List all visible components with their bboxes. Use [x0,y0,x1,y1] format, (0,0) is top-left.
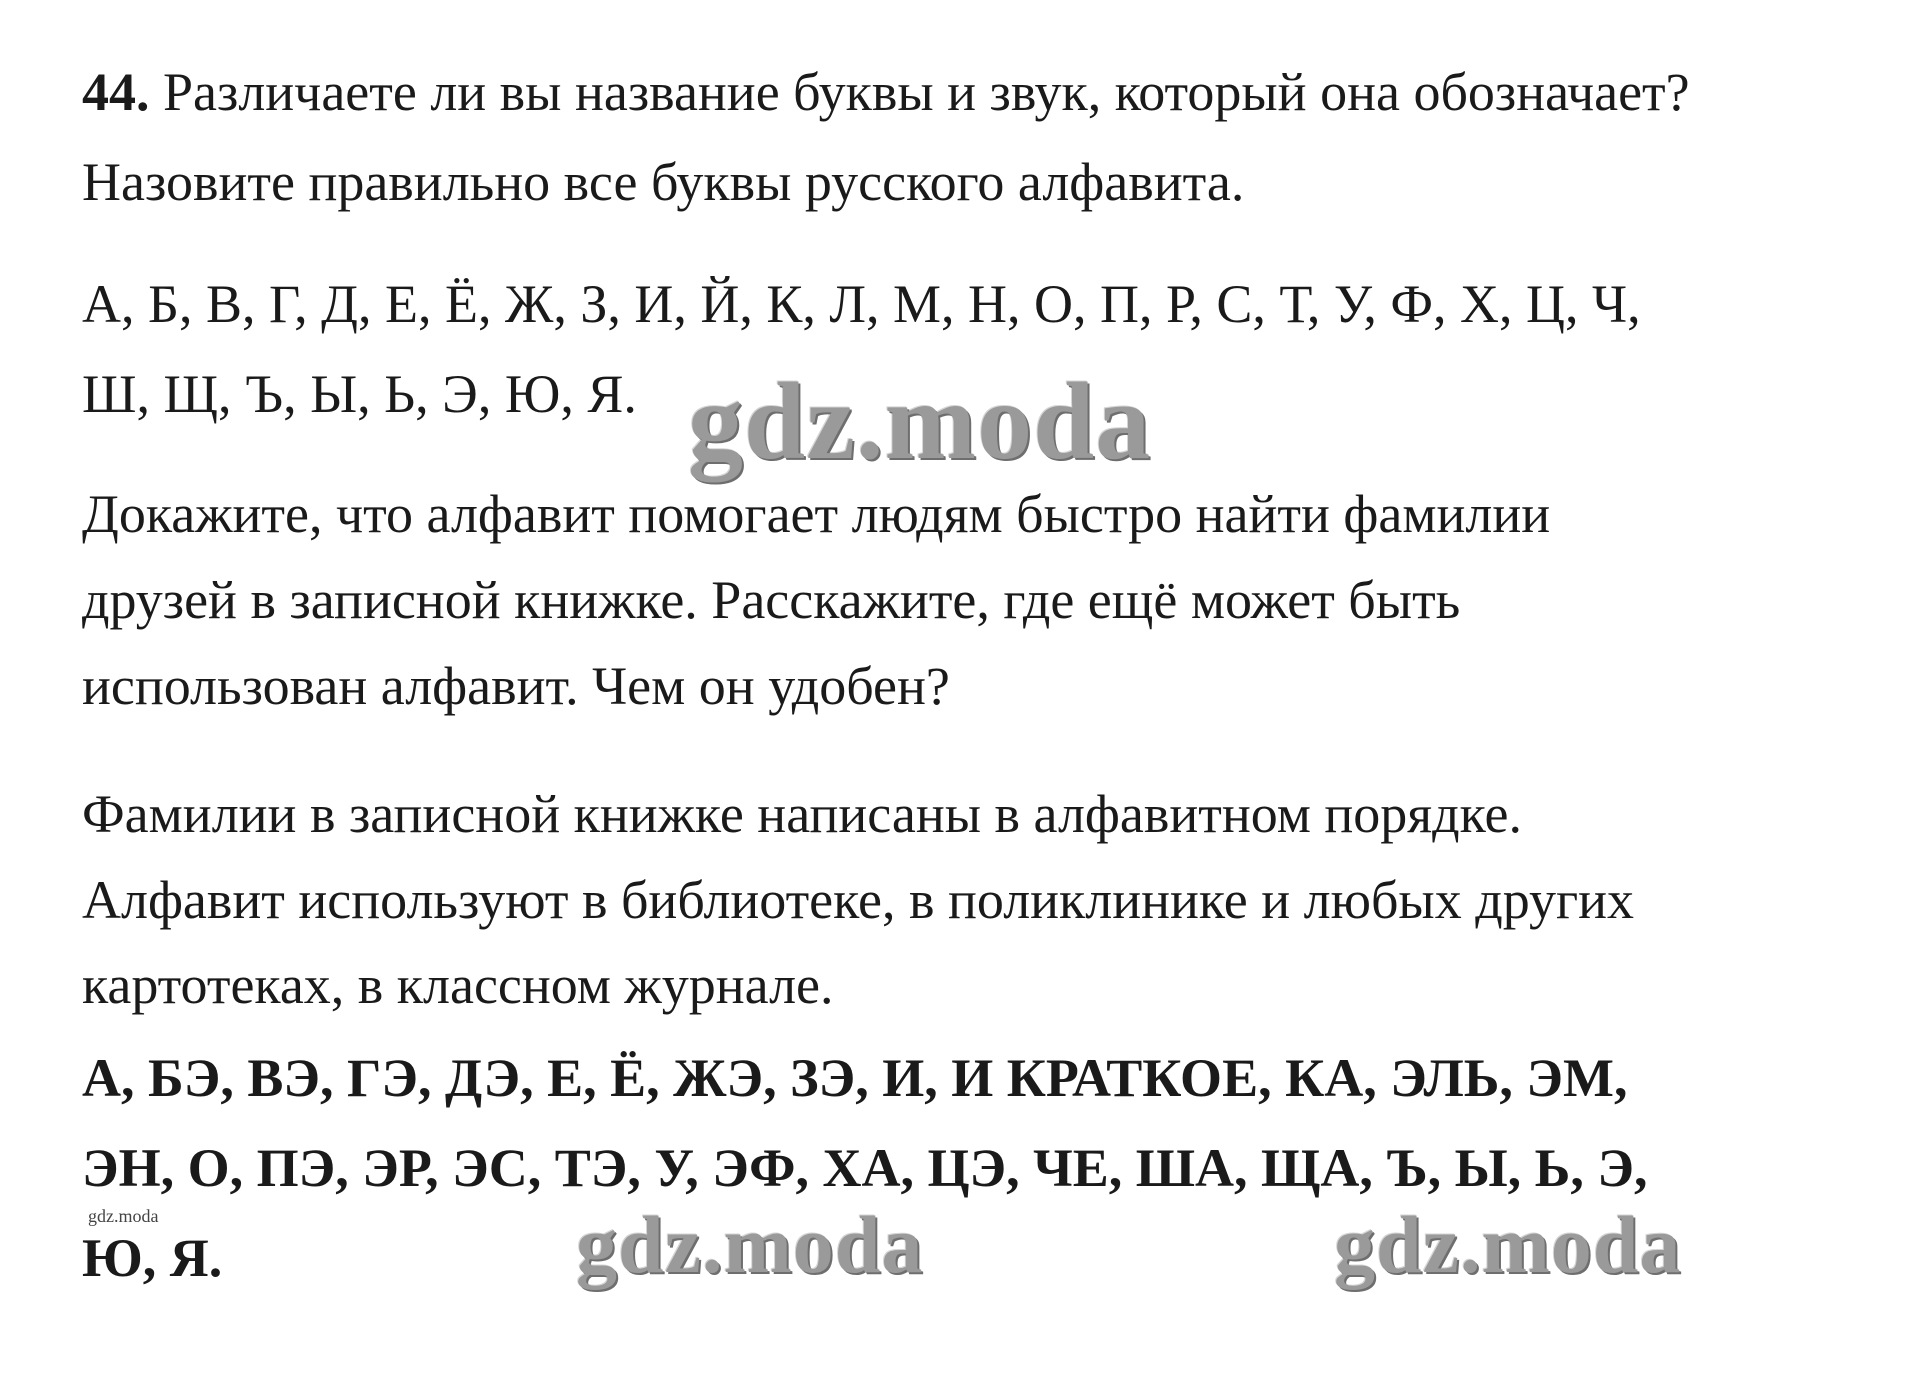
letter-names-line-1: А, БЭ, ВЭ, ГЭ, ДЭ, Е, Ё, ЖЭ, ЗЭ, И, И КРАТКОЕ, КА, ЭЛЬ, ЭМ, [82,1048,1628,1108]
watermark: gdz.moda [688,360,1152,482]
answer-line-1: Фамилии в записной книжке написаны в алфавитном порядке. [82,784,1522,844]
task-text-2: Назовите правильно все буквы русского алфавита. [82,152,1245,212]
letter-names-line-2: ЭН, О, ПЭ, ЭР, ЭС, ТЭ, У, ЭФ, ХА, ЦЭ, ЧЕ, ША, ЩА, Ъ, Ы, Ь, Э, [82,1138,1648,1198]
question-line-2: друзей в записной книжке. Расскажите, где ещё может быть [82,570,1461,630]
letter-names-line-3: Ю, Я. [82,1228,223,1288]
watermark: gdz.moda [576,1199,924,1290]
answer-line-2: Алфавит используют в библиотеке, в поликлинике и любых других [82,870,1635,930]
alphabet-line-1: А, Б, В, Г, Д, Е, Ё, Ж, З, И, Й, К, Л, М, Н, О, П, Р, С, Т, У, Ф, Х, Ц, Ч, [82,274,1641,334]
question-line-3: использован алфавит. Чем он удобен? [82,656,950,716]
watermark: gdz.moda [1334,1199,1682,1290]
task-line-1 [82,62,1690,122]
watermark-small: gdz.moda [88,1206,159,1226]
question-line-1: Докажите, что алфавит помогает людям быстро найти фамилии [82,484,1551,544]
answer-line-3: картотеках, в классном журнале. [82,955,834,1015]
alphabet-line-2: Ш, Щ, Ъ, Ы, Ь, Э, Ю, Я. [82,364,637,424]
task-number: 44. [82,62,150,122]
task-text-1: Различаете ли вы название буквы и звук, который она обозначает? [163,62,1690,122]
